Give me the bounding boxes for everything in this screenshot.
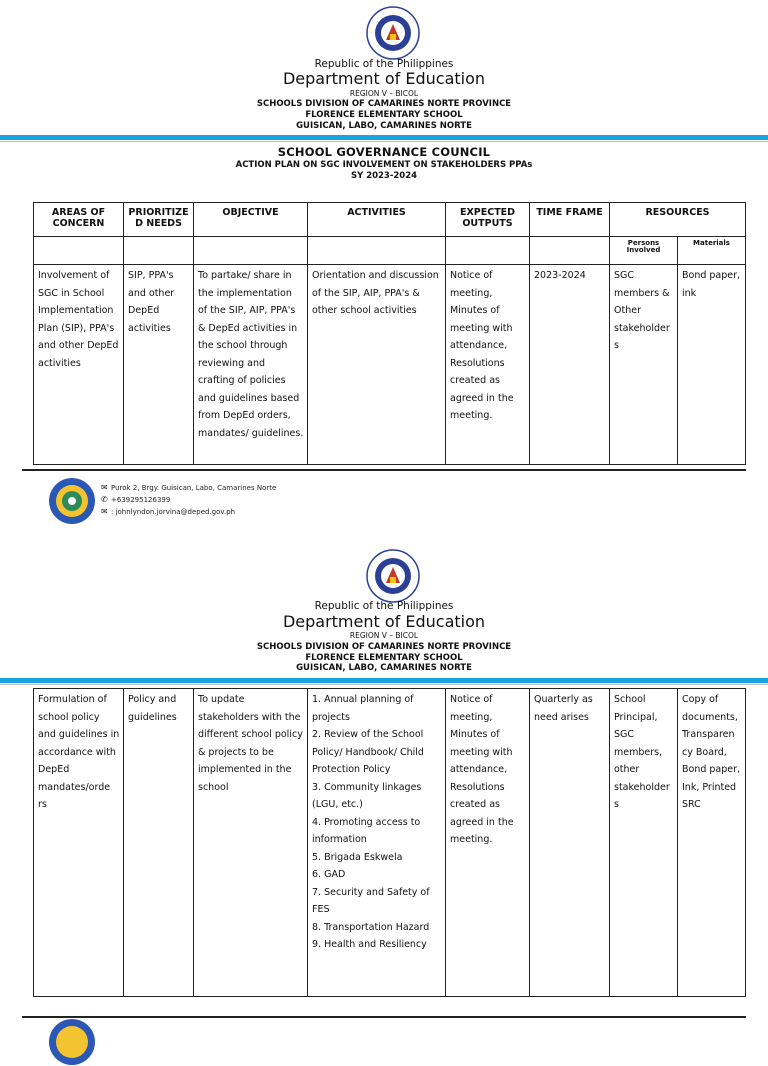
header-needs: PRIORITIZE D NEEDS	[124, 203, 194, 237]
header-areas: AREAS OF CONCERN	[34, 203, 124, 237]
footer-rule	[22, 469, 746, 471]
table-row	[34, 689, 746, 997]
header-rule	[0, 678, 768, 683]
address-line: GUISICAN, LABO, CAMARINES NORTE	[296, 121, 472, 131]
header-thin-rule	[0, 684, 768, 685]
plan-title: ACTION PLAN ON SGC INVOLVEMENT ON STAKEHOLDERS PPAs	[235, 160, 533, 170]
row2-persons: School Principal, SGC members, other stakeholder s	[610, 689, 678, 997]
header-objective: OBJECTIVE	[194, 203, 308, 237]
header-resources: RESOURCES	[610, 203, 746, 237]
row1-persons: SGC members & Other stakeholder s	[610, 265, 678, 465]
council-title: SCHOOL GOVERNANCE COUNCIL	[277, 145, 491, 159]
school-year: SY 2023-2024	[350, 171, 418, 181]
row2-needs: Policy and guidelines	[124, 689, 194, 997]
row1-timeframe: 2023-2024	[530, 265, 610, 465]
row1-objective: To partake/ share in the implementation of the SIP, AIP, PPA's & DepEd activities in the school through reviewing and crafting of policies and guidelines based from DepEd orders, mandates/ guidelines.	[194, 265, 308, 465]
row2-activities: 1. Annual planning of projects 2. Review of the School Policy/ Handbook/ Child Protection Policy 3. Community linkages (LGU, etc.) 4. Promoting access to information 5. Brigada Eskwela 6. GAD 7. Security and Safety of FES 8. Transportation Hazard 9. Health and Resiliency	[308, 689, 446, 997]
school-line: FLORENCE ELEMENTARY SCHOOL	[305, 653, 463, 663]
row1-materials: Bond paper, ink	[678, 265, 746, 465]
header-rule	[0, 135, 768, 140]
row2-areas: Formulation of school policy and guidelines in accordance with DepEd mandates/orde rs	[34, 689, 124, 997]
row1-needs: SIP, PPA's and other DepEd activities	[124, 265, 194, 465]
email-icon: ✉	[101, 507, 108, 516]
region-line: REGION V – BICOL	[349, 631, 419, 640]
location-icon: ✉	[101, 483, 108, 492]
school-logo-icon	[48, 1018, 96, 1066]
school-logo-icon	[48, 477, 96, 525]
department-name: Department of Education	[282, 69, 486, 88]
region-line: REGION V – BICOL	[349, 89, 419, 98]
division-line: SCHOOLS DIVISION OF CAMARINES NORTE PROVINCE	[256, 99, 512, 109]
address-line: GUISICAN, LABO, CAMARINES NORTE	[296, 663, 472, 673]
table-row	[34, 265, 746, 465]
action-plan-table	[33, 202, 746, 465]
footer-email: : johnlyndon.jorvina@deped.gov.ph	[111, 508, 236, 516]
republic-line: Republic of the Philippines	[314, 600, 454, 612]
table-header-row	[34, 203, 746, 237]
footer-address: Purok 2, Brgy. Guisican, Labo, Camarines Norte	[111, 484, 277, 492]
row2-outputs: Notice of meeting, Minutes of meeting with attendance, Resolutions created as agreed in the meeting.	[446, 689, 530, 997]
footer-rule	[22, 1016, 746, 1018]
header-materials: Materials	[678, 237, 746, 265]
school-line: FLORENCE ELEMENTARY SCHOOL	[305, 110, 463, 120]
republic-line: Republic of the Philippines	[314, 58, 454, 70]
header-thin-rule	[0, 141, 768, 142]
row1-areas: Involvement of SGC in School Implementation Plan (SIP), PPA's and other DepEd activities	[34, 265, 124, 465]
division-line: SCHOOLS DIVISION OF CAMARINES NORTE PROVINCE	[256, 642, 512, 652]
footer-phone: +639295126399	[111, 496, 171, 504]
department-name: Department of Education	[282, 612, 486, 631]
phone-icon: ✆	[101, 495, 108, 504]
row1-outputs: Notice of meeting, Minutes of meeting with attendance, Resolutions created as agreed in the meeting.	[446, 265, 530, 465]
row1-activities: Orientation and discussion of the SIP, AIP, PPA's & other school activities	[308, 265, 446, 465]
row2-objective: To update stakeholders with the different school policy & projects to be implemented in the school	[194, 689, 308, 997]
footer-contact	[101, 482, 276, 518]
header-activities: ACTIVITIES	[308, 203, 446, 237]
deped-seal-icon	[366, 6, 420, 60]
header-outputs: EXPECTED OUTPUTS	[446, 203, 530, 237]
row2-timeframe: Quarterly as need arises	[530, 689, 610, 997]
action-plan-table-continued	[33, 688, 746, 997]
table-subheader-row	[34, 237, 746, 265]
row2-materials: Copy of documents, Transparen cy Board, Bond paper, Ink, Printed SRC	[678, 689, 746, 997]
deped-seal-icon	[366, 549, 420, 603]
header-persons: Persons Involved	[610, 237, 678, 265]
header-timeframe: TIME FRAME	[530, 203, 610, 237]
